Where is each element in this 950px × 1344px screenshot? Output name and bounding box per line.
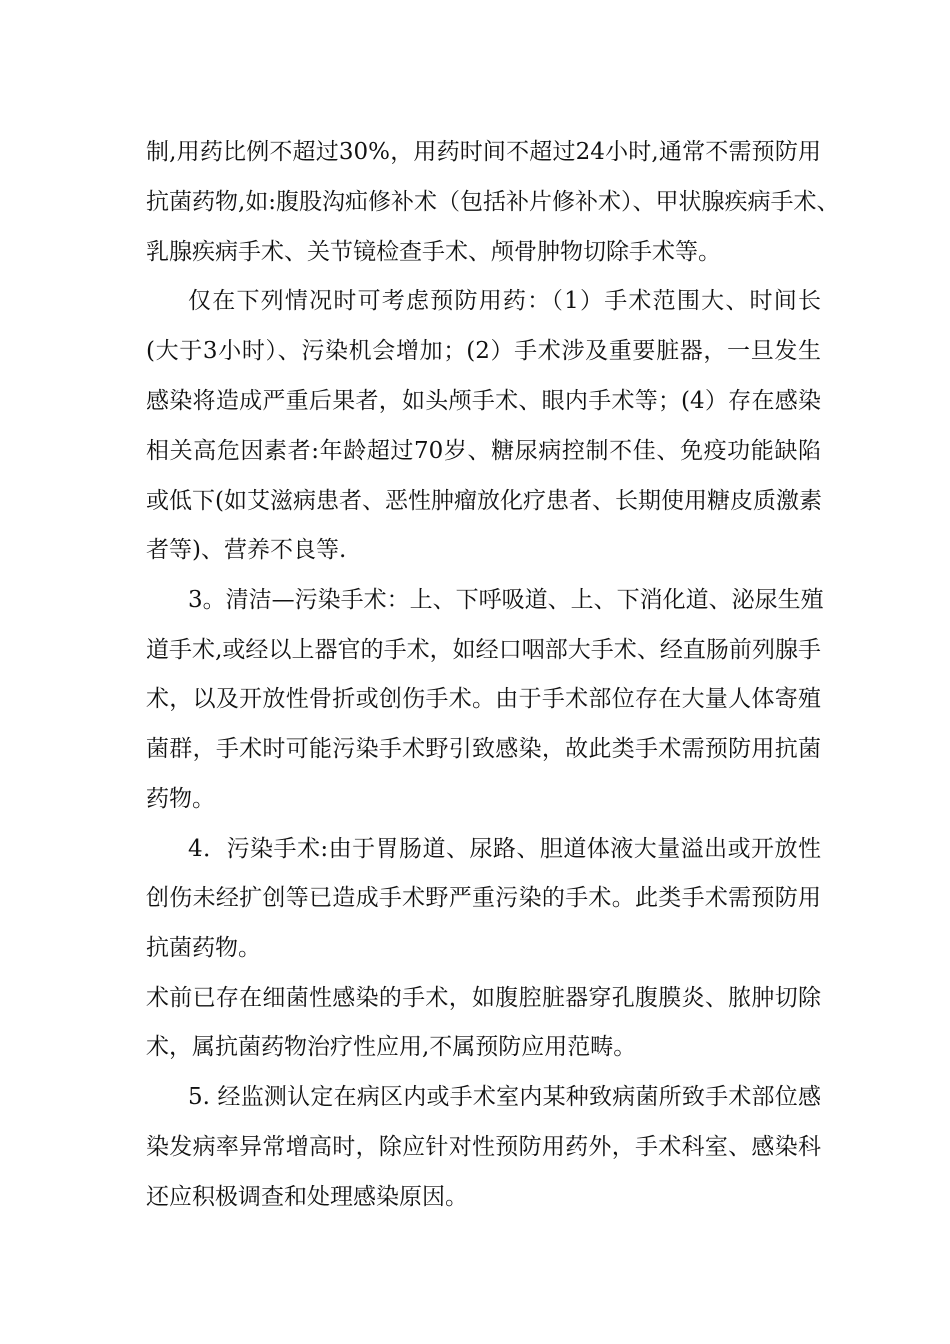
text-line: 染发病率异常增高时，除应针对性预防用药外，手术科室、感染科 — [146, 1134, 821, 1160]
paragraph-first-line: 4．污染手术:由于胃肠道、尿路、胆道体液大量溢出或开放性 — [188, 836, 821, 862]
text-line: 还应积极调查和处理感染原因。 — [146, 1184, 468, 1210]
paragraph-first-line: 3。清洁—污染手术：上、下呼吸道、上、下消化道、泌尿生殖 — [188, 587, 824, 613]
text-line: 相关高危因素者:年龄超过70岁、糖尿病控制不佳、免疫功能缺陷 — [146, 438, 821, 464]
text-line: 道手术,或经以上器官的手术，如经口咽部大手术、经直肠前列腺手 — [146, 637, 821, 663]
text-line: 抗菌药物,如:腹股沟疝修补术（包括补片修补术）、甲状腺疾病手术、 — [146, 189, 840, 215]
text-line: 术，属抗菌药物治疗性应用,不属预防应用范畴。 — [146, 1034, 637, 1060]
paragraph-first-line: 仅在下列情况时可考虑预防用药：（1）手术范围大、时间长 — [188, 288, 821, 314]
text-line: 者等)、营养不良等. — [146, 537, 347, 563]
text-line: 术，以及开放性骨折或创伤手术。由于手术部位存在大量人体寄殖 — [146, 686, 821, 712]
text-line: 菌群，手术时可能污染手术野引致感染，故此类手术需预防用抗菌 — [146, 736, 821, 762]
text-line: (大于3小时）、污染机会增加；(2）手术涉及重要脏器，一旦发生 — [146, 338, 821, 364]
text-line: 乳腺疾病手术、关节镜检查手术、颅骨肿物切除手术等。 — [146, 239, 721, 265]
paragraph-first-line: 术前已存在细菌性感染的手术，如腹腔脏器穿孔腹膜炎、脓肿切除 — [146, 985, 821, 1011]
paragraph-first-line: 5. 经监测认定在病区内或手术室内某种致病菌所致手术部位感 — [188, 1084, 821, 1110]
text-line: 感染将造成严重后果者，如头颅手术、眼内手术等；(4）存在感染 — [146, 388, 821, 414]
text-line: 创伤未经扩创等已造成手术野严重污染的手术。此类手术需预防用 — [146, 885, 821, 911]
text-line: 抗菌药物。 — [146, 935, 261, 961]
text-line: 制,用药比例不超过30%，用药时间不超过24小时,通常不需预防用 — [146, 139, 821, 165]
text-line: 药物。 — [146, 786, 215, 812]
text-line: 或低下(如艾滋病患者、恶性肿瘤放化疗患者、长期使用糖皮质激素 — [146, 488, 822, 514]
